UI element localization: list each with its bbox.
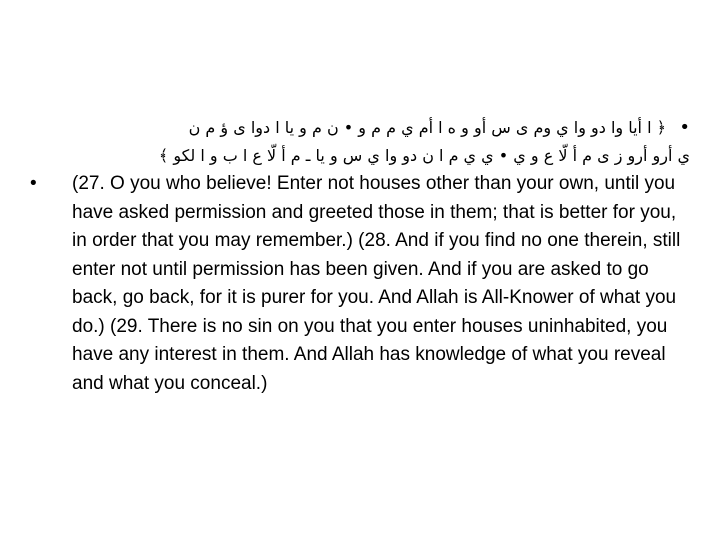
arabic-line-1 — [30, 114, 690, 142]
arabic-verse-block — [30, 114, 690, 170]
english-translation-text: (27. O you who believe! Enter not houses other than your own, until you have asked permission and greeted those in them; that is better for you, in order that you may remember.) (28. And if you find no one therein, still enter not until permission has been given. And if you are asked to go back, go back, for it is purer for you. And Allah is All-Knower of what you do.) (29. There is no sin on you that you enter houses uninhabited, you have any interest in them. And Allah has knowledge of what you reveal and what you conceal.) — [72, 173, 681, 394]
english-translation-block — [30, 170, 690, 398]
arabic-text-line-1: ﴿ ا أيا وا دو وا ي وم ى س أو و ه ا أم ي م م و • ن م و يا ا دوا ى ؤ م ن — [188, 118, 666, 137]
arabic-bullet: • — [679, 117, 690, 138]
arabic-line-2 — [30, 142, 690, 170]
arabic-text-line-2: ي أرو أرو ز ى م أ لّا ع و ي • ي ي م ا ن دو وا ي س و يا ـ م أ لّا ع ا ب و ا لكو ﴾ — [158, 146, 690, 165]
english-bullet: • — [30, 173, 37, 194]
